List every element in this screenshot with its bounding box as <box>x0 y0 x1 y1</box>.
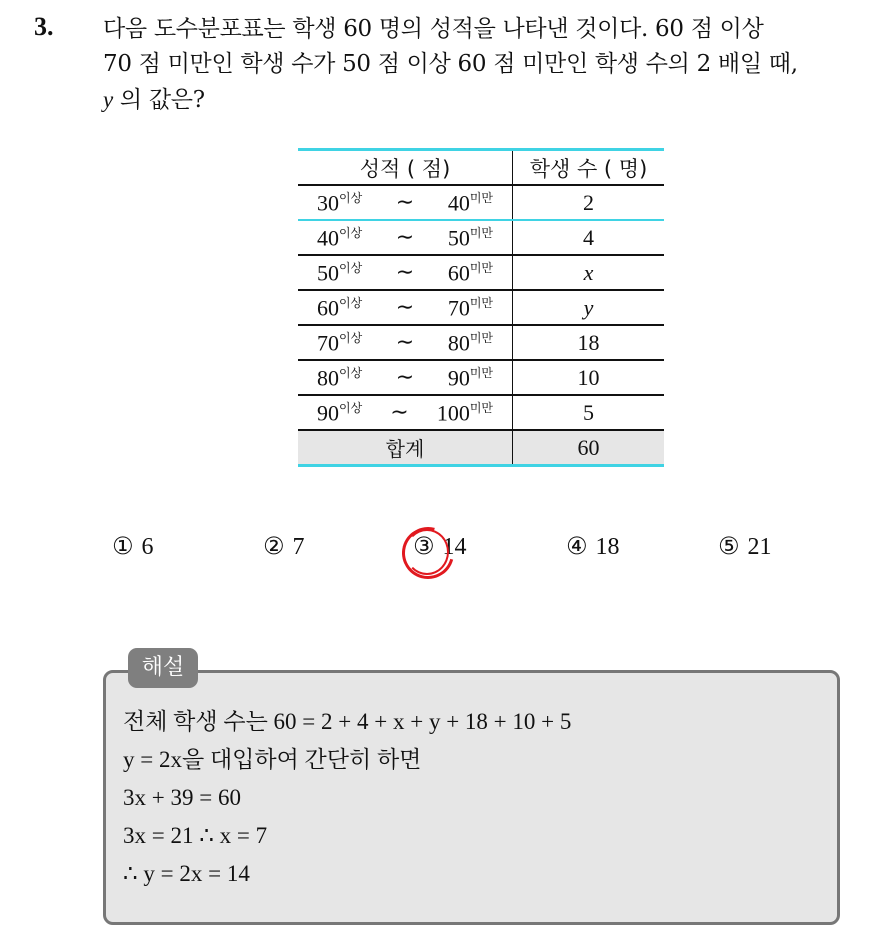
score-range <box>317 224 493 251</box>
choice-value: 6 <box>141 534 154 560</box>
question-line-3 <box>103 82 873 118</box>
range-low-suffix: 이상 <box>339 295 363 310</box>
choice-value: 14 <box>442 534 467 560</box>
range-high: 100 <box>436 400 470 426</box>
score-range <box>317 259 493 286</box>
range-separator: ∼ <box>395 293 415 319</box>
range-low-suffix: 이상 <box>339 190 363 205</box>
range-low: 80 <box>317 365 339 391</box>
score-range <box>317 364 493 391</box>
range-high-suffix: 미만 <box>469 400 493 415</box>
header-students: 학생 수 ( 명) <box>513 150 665 186</box>
table-row <box>298 290 664 325</box>
choice-4[interactable] <box>566 532 620 561</box>
student-count-cell: 2 <box>513 185 665 220</box>
range-low: 50 <box>317 260 339 286</box>
table-total-row <box>298 430 664 466</box>
solution-line: ∴ y = 2x = 14 <box>123 861 250 886</box>
range-high: 50 <box>447 225 470 251</box>
score-range-cell <box>298 325 513 360</box>
table-row <box>298 395 664 430</box>
range-low-suffix: 이상 <box>339 400 363 415</box>
range-high-suffix: 미만 <box>469 295 493 310</box>
table-row <box>298 255 664 290</box>
range-low: 70 <box>317 330 339 356</box>
score-range-cell <box>298 185 513 220</box>
range-low-suffix: 이상 <box>339 225 363 240</box>
score-range-cell <box>298 395 513 430</box>
student-count-cell: y <box>513 290 665 325</box>
question-line-2: 70 점 미만인 학생 수가 50 점 이상 60 점 미만인 학생 수의 2 배일 때, <box>103 51 798 77</box>
range-high: 80 <box>447 330 470 356</box>
range-high: 70 <box>447 295 470 321</box>
range-low-suffix: 이상 <box>339 330 363 345</box>
table-row <box>298 220 664 255</box>
range-separator: ∼ <box>395 328 415 354</box>
table-row <box>298 360 664 395</box>
range-low: 60 <box>317 295 339 321</box>
range-high: 90 <box>447 365 470 391</box>
score-range <box>317 294 493 321</box>
question-variable: y <box>103 87 113 112</box>
table-row <box>298 185 664 220</box>
range-high-suffix: 미만 <box>469 190 493 205</box>
student-count-cell: 5 <box>513 395 665 430</box>
choice-number: ② <box>263 532 285 560</box>
range-separator: ∼ <box>395 188 415 214</box>
solution-lines <box>123 703 571 893</box>
question-line-1: 다음 도수분포표는 학생 60 명의 성적을 나타낸 것이다. 60 점 이상 <box>103 16 764 42</box>
solution-tag: 해설 <box>128 648 198 688</box>
score-range-cell <box>298 290 513 325</box>
choice-value: 7 <box>292 534 305 560</box>
range-high-suffix: 미만 <box>469 225 493 240</box>
range-high: 60 <box>447 260 470 286</box>
score-range-cell <box>298 255 513 290</box>
score-range <box>317 399 493 426</box>
range-high-suffix: 미만 <box>469 260 493 275</box>
range-high-suffix: 미만 <box>469 365 493 380</box>
score-range <box>317 189 493 216</box>
choice-value: 18 <box>595 534 620 560</box>
range-low-suffix: 이상 <box>339 365 363 380</box>
solution-line: 전체 학생 수는 60 = 2 + 4 + x + y + 18 + 10 + 5 <box>123 709 572 734</box>
range-separator: ∼ <box>395 258 415 284</box>
range-high: 40 <box>447 190 470 216</box>
range-high-suffix: 미만 <box>469 330 493 345</box>
score-range-cell <box>298 220 513 255</box>
question-number: 3. <box>34 12 54 41</box>
header-score: 성적 ( 점) <box>298 150 513 186</box>
solution-line: 3x + 39 = 60 <box>123 785 241 810</box>
student-count-cell: 10 <box>513 360 665 395</box>
score-range <box>317 329 493 356</box>
choice-number: ④ <box>566 532 588 560</box>
solution-line: 3x = 21 ∴ x = 7 <box>123 823 268 848</box>
choice-number: ⑤ <box>718 532 740 560</box>
student-count-cell: x <box>513 255 665 290</box>
table-row <box>298 325 664 360</box>
range-separator: ∼ <box>395 223 415 249</box>
choice-2[interactable] <box>263 532 305 561</box>
student-count-cell: 18 <box>513 325 665 360</box>
frequency-table <box>298 148 664 467</box>
choice-value: 21 <box>747 534 772 560</box>
student-count-cell: 4 <box>513 220 665 255</box>
total-label: 합계 <box>298 430 513 466</box>
range-low: 90 <box>317 400 339 426</box>
choice-number: ① <box>112 532 134 560</box>
choice-number: ③ <box>413 532 435 560</box>
total-value: 60 <box>513 430 665 466</box>
range-low: 40 <box>317 225 339 251</box>
choice-1[interactable] <box>112 532 154 561</box>
choice-5[interactable] <box>718 532 772 561</box>
table-header-row <box>298 150 664 186</box>
score-range-cell <box>298 360 513 395</box>
range-low-suffix: 이상 <box>339 260 363 275</box>
selected-answer-mark-inner <box>405 529 449 575</box>
range-separator: ∼ <box>395 363 415 389</box>
question-line-3-text: 의 값은? <box>112 87 205 113</box>
solution-line: y = 2x을 대입하여 간단히 하면 <box>123 747 422 772</box>
range-low: 30 <box>317 190 339 216</box>
range-separator: ∼ <box>390 398 409 424</box>
question-text <box>103 12 873 118</box>
